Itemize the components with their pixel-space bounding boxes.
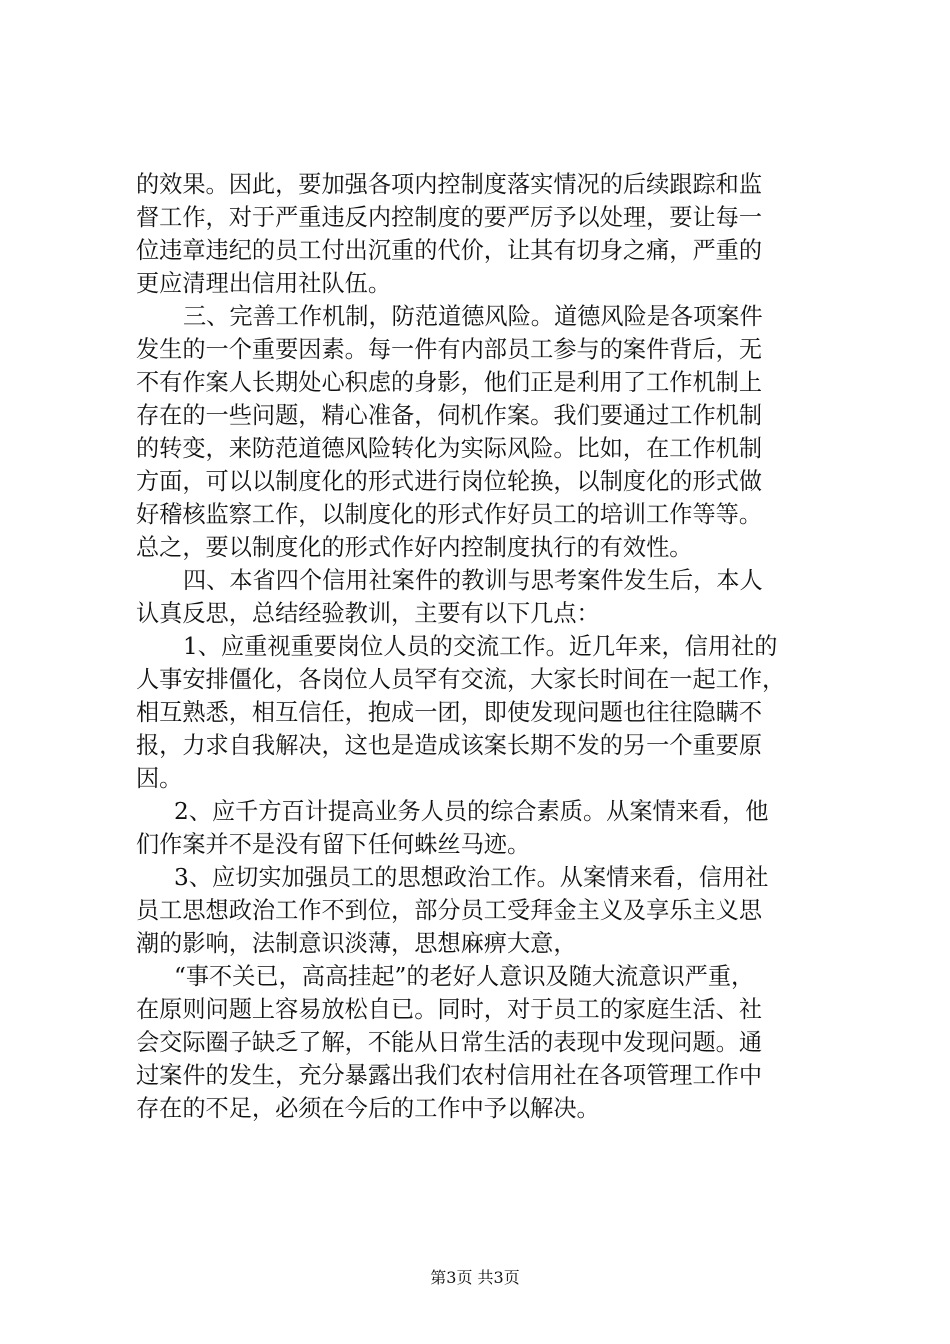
text-line: 存在的不足，必须在今后的工作中予以解决。 (136, 1095, 600, 1122)
text-line: 因。 (136, 765, 183, 792)
page-footer (0, 1268, 950, 1288)
page-number-label: 第3页 共3页 (430, 1268, 520, 1287)
paragraph-start-line: 1、应重视重要岗位人员的交流工作。近几年来，信用社的 (183, 633, 778, 660)
body-text (136, 168, 832, 1125)
text-line: 好稽核监察工作，以制度化的形式作好员工的培训工作等等。 (136, 501, 763, 528)
text-line: 的效果。因此，要加强各项内控制度落实情况的后续跟踪和监 (136, 171, 763, 198)
text-line: 过案件的发生，充分暴露出我们农村信用社在各项管理工作中 (136, 1062, 763, 1089)
text-line: 人事安排僵化，各岗位人员罕有交流，大家长时间在一起工作， (136, 666, 786, 693)
text-line: 员工思想政治工作不到位，部分员工受拜金主义及享乐主义思 (136, 897, 763, 924)
text-line: 认真反思，总结经验教训，主要有以下几点： (136, 600, 600, 627)
paragraph-start-line: 四、本省四个信用社案件的教训与思考案件发生后，本人 (183, 567, 763, 594)
text-line: 督工作，对于严重违反内控制度的要严厉予以处理，要让每一 (136, 204, 763, 231)
text-line: 方面，可以以制度化的形式进行岗位轮换，以制度化的形式做 (136, 468, 763, 495)
text-line: 总之，要以制度化的形式作好内控制度执行的有效性。 (136, 534, 693, 561)
paragraph-start-line: 三、完善工作机制，防范道德风险。道德风险是各项案件 (183, 303, 763, 330)
text-line: 发生的一个重要因素。每一件有内部员工参与的案件背后，无 (136, 336, 763, 363)
text-line: 不有作案人长期处心积虑的身影，他们正是利用了工作机制上 (136, 369, 763, 396)
text-line: 报，力求自我解决，这也是造成该案长期不发的另一个重要原 (136, 732, 763, 759)
text-line: 存在的一些问题，精心准备，伺机作案。我们要通过工作机制 (136, 402, 763, 429)
text-line: 位违章违纪的员工付出沉重的代价，让其有切身之痛，严重的 (136, 237, 763, 264)
paragraph-start-line: 2、应千方百计提高业务人员的综合素质。从案情来看，他 (174, 798, 769, 825)
text-line: 在原则问题上容易放松自已。同时，对于员工的家庭生活、社 (136, 996, 763, 1023)
paragraph-start-line: 3、应切实加强员工的思想政治工作。从案情来看，信用社 (174, 864, 769, 891)
text-line: 们作案并不是没有留下任何蛛丝马迹。 (136, 831, 531, 858)
text-line: 潮的影响，法制意识淡薄，思想麻痹大意， (136, 930, 577, 957)
text-line: 相互熟悉，相互信任，抱成一团，即使发现问题也往往隐瞒不 (136, 699, 763, 726)
text-line: 更应清理出信用社队伍。 (136, 270, 392, 297)
text-line: 会交际圈子缺乏了解，不能从日常生活的表现中发现问题。通 (136, 1029, 763, 1056)
text-line: 的转变，来防范道德风险转化为实际风险。比如，在工作机制 (136, 435, 763, 462)
paragraph-start-line: “事不关已，高高挂起”的老好人意识及随大流意识严重， (174, 963, 755, 990)
